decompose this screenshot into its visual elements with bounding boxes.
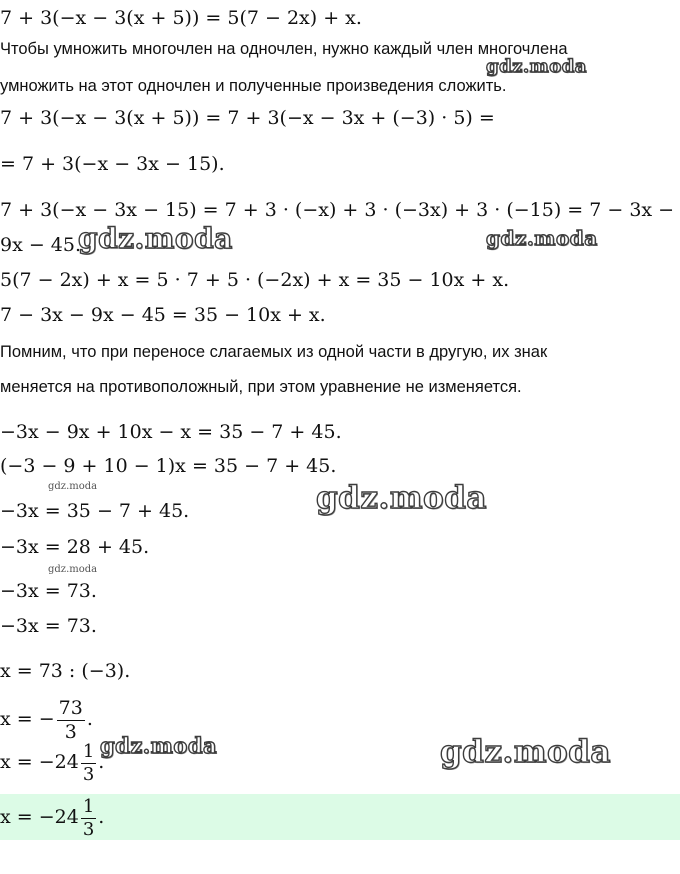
fraction-denominator: 3 [82, 818, 95, 840]
fraction-numerator: 1 [82, 740, 95, 762]
watermark-logo: gdz.moda [78, 222, 233, 255]
mixed-number-prefix: x = −24 [0, 751, 79, 773]
answer-suffix: . [98, 806, 105, 828]
mixed-fraction [81, 740, 96, 785]
answer-prefix: x = −24 [0, 806, 79, 828]
watermark-logo: gdz.moda [48, 564, 98, 575]
rule-text-line-3: Помним, что при переносе слагаемых из одной части в другую, их знак [0, 343, 548, 361]
equation-line-1: 7 + 3(−x − 3(x + 5)) = 5(7 − 2x) + x. [0, 7, 362, 29]
fraction-line-prefix: x = − [0, 708, 55, 730]
fraction-denominator: 3 [82, 763, 95, 785]
rule-text-line-1: Чтобы умножить многочлен на одночлен, нужно каждый член многочлена [0, 40, 568, 58]
mixed-number-suffix: . [98, 751, 105, 773]
fraction-line-suffix: . [86, 708, 93, 730]
equation-line-2: 7 + 3(−x − 3(x + 5)) = 7 + 3(−x − 3x + (−3) · 5) = [0, 107, 495, 129]
watermark-logo: gdz.moda [440, 734, 611, 770]
rule-text-line-4: меняется на противоположный, при этом уравнение не изменяется. [0, 378, 522, 396]
equation-line-7: 7 − 3x − 9x − 45 = 35 − 10x + x. [0, 304, 326, 326]
fraction [57, 696, 85, 743]
equation-line-15 [0, 697, 93, 742]
equation-line-3: = 7 + 3(−x − 3x − 15). [0, 153, 225, 175]
fraction-numerator: 73 [58, 696, 83, 719]
equation-line-9: (−3 − 9 + 10 − 1)x = 35 − 7 + 45. [0, 455, 337, 477]
answer-fraction [81, 795, 96, 840]
watermark-logo: gdz.moda [48, 481, 98, 492]
fraction-numerator: 1 [82, 795, 95, 817]
equation-line-4: 7 + 3(−x − 3x − 15) = 7 + 3 · (−x) + 3 · (−3x) + 3 · (−15) = 7 − 3x − [0, 199, 675, 221]
watermark-logo: gdz.moda [486, 226, 598, 250]
equation-line-13: −3x = 73. [0, 615, 97, 637]
equation-line-8: −3x − 9x + 10x − x = 35 − 7 + 45. [0, 421, 342, 443]
equation-line-14: x = 73 : (−3). [0, 660, 131, 682]
equation-line-12: −3x = 73. [0, 580, 97, 602]
equation-line-5: 9x − 45. [0, 234, 82, 256]
watermark-logo: gdz.moda [316, 480, 487, 516]
equation-line-10: −3x = 35 − 7 + 45. [0, 500, 190, 522]
watermark-logo: gdz.moda [100, 733, 218, 758]
equation-line-16 [0, 740, 104, 784]
equation-line-6: 5(7 − 2x) + x = 5 · 7 + 5 · (−2x) + x = 35 − 10x + x. [0, 269, 510, 291]
final-answer [0, 795, 104, 839]
watermark-logo: gdz.moda [486, 56, 587, 77]
rule-text-line-2: умножить на этот одночлен и полученные произведения сложить. [0, 77, 507, 95]
equation-line-11: −3x = 28 + 45. [0, 536, 150, 558]
fraction-denominator: 3 [64, 720, 77, 743]
